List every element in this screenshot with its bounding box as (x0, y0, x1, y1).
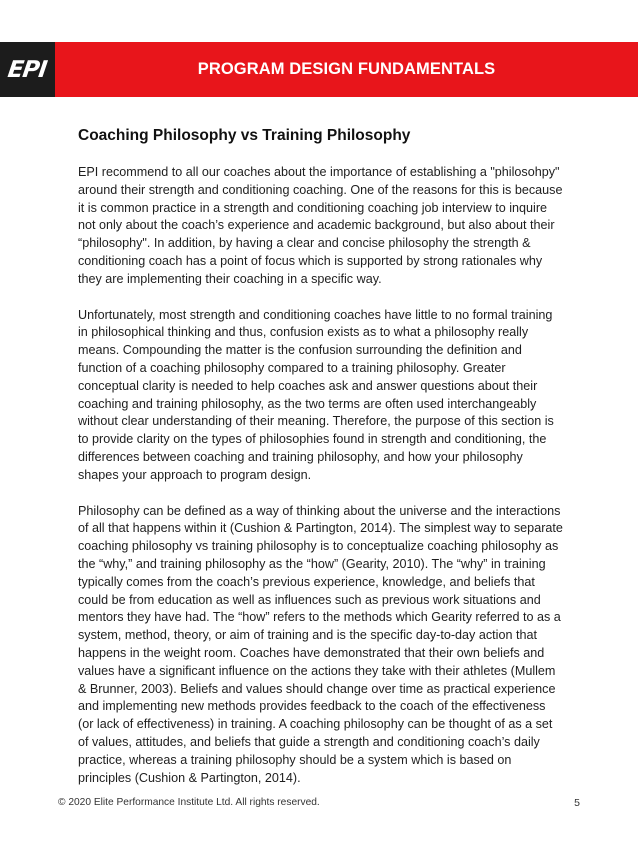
document-title: PROGRAM DESIGN FUNDAMENTALS (197, 60, 496, 78)
paragraph-3: Philosophy can be defined as a way of thinking about the universe and the interactions of all that happens within it (Cushion & Partington, 2014). The simplest way to separate coaching philosophy vs training philosophy is to conceptualize coaching philosophy as the “why,” and training philosophy as the “how” (Gearity, 2010). The “why” in training typically comes from the coach’s previous experience, knowledge, and beliefs that could be from education as well as influences such as previous work situations and mentors they have had. The “how” refers to the methods which Gearity referred to as a system, method, theory, or aim of training and is the specific day-to-day action that happens in the weight room. Coaches have demonstrated that their own beliefs and values have a significant influence on the actions they take with their athletes (Mullem & Brunner, 2003). Beliefs and values should change over time as practical experience and implementing new methods provides feedback to the coach of the effectiveness (or lack of effectiveness) in training. A coaching philosophy can be thought of as a set of values, attitudes, and beliefs that guide a strength and conditioning coach’s daily practice, whereas a training philosophy should be a system which is based on principles (Cushion & Partington, 2014). (78, 503, 563, 785)
epi-logo (0, 42, 55, 97)
logo-text: EPI (6, 56, 49, 83)
header-banner (0, 42, 638, 97)
page-number: 5 (574, 797, 580, 809)
section-heading: Coaching Philosophy vs Training Philosophy (78, 127, 411, 144)
paragraph-1: EPI recommend to all our coaches about the importance of establishing a "philosohpy" around their strength and conditioning coaching. One of the reasons for this is because it is common practice in a strength and conditioning coaching job interview to inquire not only about the coach’s experience and academic background, but also about their “philosophy". In addition, by having a clear and concise philosophy the strength & conditioning coach has a point of focus which is supported by strong rationales why they are implementing their coaching in a specific way. (78, 165, 563, 286)
footer-copyright: © 2020 Elite Performance Institute Ltd. All rights reserved. (58, 797, 320, 808)
main-content (78, 127, 564, 805)
paragraph-2: Unfortunately, most strength and conditioning coaches have little to no formal training in philosophical thinking and thus, confusion exists as to what a philosophy really means. Compounding the matter is the confusion surrounding the definition and function of a coaching philosophy compared to a training philosophy. Greater conceptual clarity is needed to help coaches ask and answer questions about their coaching and training philosophy, as the two terms are often used interchangeably without clear understanding of their meaning. Therefore, the purpose of this section is to provide clarity on the types of philosophies found in strength and conditioning, the differences between coaching and training philosophy, and how your philosophy shapes your approach to program design. (78, 307, 554, 482)
